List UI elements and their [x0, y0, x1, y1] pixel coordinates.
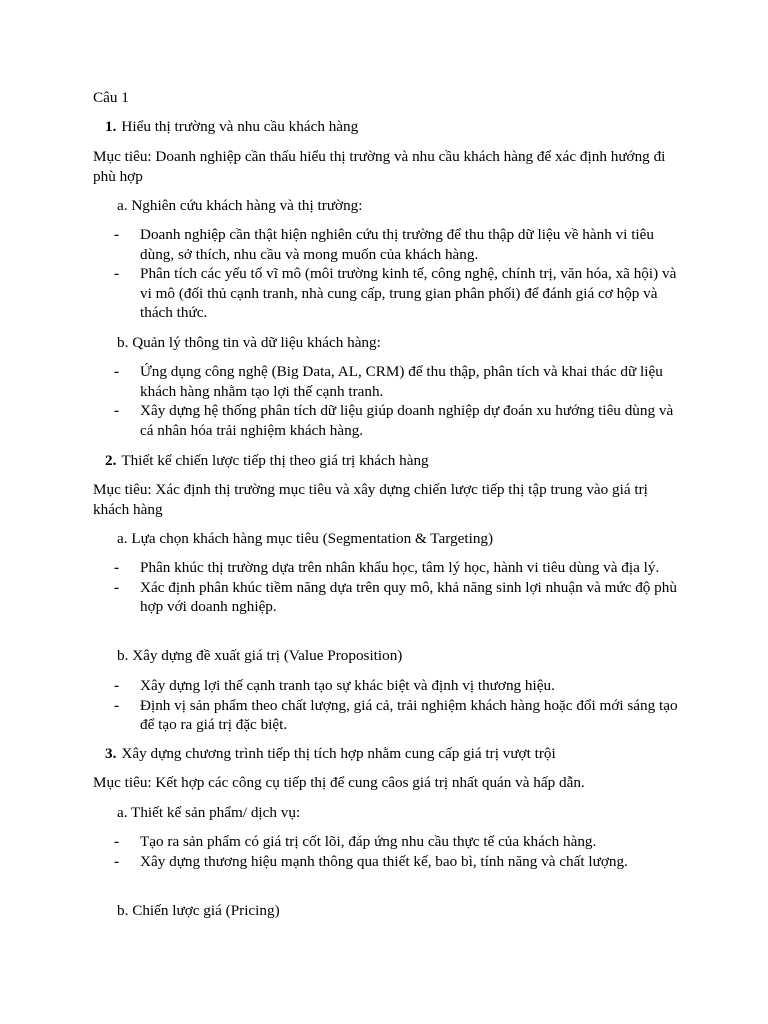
list-item — [93, 832, 683, 852]
section-1b-heading: b. Quản lý thông tin và dữ liệu khách hàng: — [117, 334, 381, 351]
section-3-heading — [105, 744, 556, 763]
list-item-text: Xác định phân khúc tiềm năng dựa trên quy mô, khả năng sinh lợi nhuận và mức độ phù hợp với doanh nghiệp. — [140, 578, 677, 615]
list-item-text: Xây dựng lợi thế cạnh tranh tạo sự khác biệt và định vị thương hiệu. — [140, 677, 555, 694]
section-3b-heading: b. Chiến lược giá (Pricing) — [117, 902, 280, 919]
section-1-title: Hiểu thị trường và nhu cầu khách hàng — [121, 118, 359, 135]
section-3a-heading: a. Thiết kế sản phẩm/ dịch vụ: — [117, 804, 301, 821]
section-2b-list — [93, 676, 683, 735]
list-item-text: Xây dựng hệ thống phân tích dữ liệu giúp doanh nghiệp dự đoán xu hướng tiêu dùng và cá nhân hóa trải nghiệm khách hàng. — [140, 402, 674, 439]
list-item-text: Xây dựng thương hiệu mạnh thông qua thiết kế, bao bì, tính năng và chất lượng. — [140, 852, 628, 870]
bullet-dash: - — [114, 559, 120, 576]
section-2a-heading: a. Lựa chọn khách hàng mục tiêu (Segmentation & Targeting) — [117, 530, 494, 547]
list-item — [93, 852, 683, 872]
list-item — [93, 264, 683, 323]
list-item-text: Doanh nghiệp cần thật hiện nghiên cứu thị trường để thu thập dữ liệu về hành vi tiêu dùng, sở thích, nhu cầu và mong muốn của khách hàng. — [140, 226, 654, 263]
list-item — [93, 696, 683, 735]
section-2-goal: Mục tiêu: Xác định thị trường mục tiêu và xây dựng chiến lược tiếp thị tập trung vào giá trị khách hàng — [93, 481, 648, 518]
list-item — [93, 558, 683, 578]
section-3a-list — [93, 832, 683, 871]
section-1-number: 1. — [105, 118, 117, 135]
section-1a-heading: a. Nghiên cứu khách hàng và thị trường: — [117, 197, 363, 214]
list-item-text: Tạo ra sản phẩm có giá trị cốt lõi, đáp ứng nhu cầu thực tế của khách hàng. — [140, 833, 597, 850]
section-1-heading — [105, 117, 358, 136]
list-item — [93, 676, 683, 696]
bullet-dash: - — [114, 578, 120, 596]
section-3-number: 3. — [105, 745, 117, 762]
section-3-goal: Mục tiêu: Kết hợp các công cụ tiếp thị để cung câos giá trị nhất quán và hấp dẫn. — [93, 774, 585, 791]
bullet-dash: - — [114, 363, 120, 380]
bullet-dash: - — [114, 677, 120, 694]
list-item-text: Định vị sản phẩm theo chất lượng, giá cả, trải nghiệm khách hàng hoặc đổi mới sáng tạo để tạo ra giá trị đặc biệt. — [140, 696, 678, 733]
section-1b-list — [93, 362, 683, 440]
bullet-dash: - — [114, 265, 120, 282]
page-title: Câu 1 — [93, 89, 129, 106]
section-2-title: Thiết kế chiến lược tiếp thị theo giá trị khách hàng — [121, 452, 429, 469]
section-2b-heading: b. Xây dựng đề xuất giá trị (Value Proposition) — [117, 647, 403, 664]
list-item-text: Phân khúc thị trường dựa trên nhân khẩu học, tâm lý học, hành vi tiêu dùng và địa lý. — [140, 559, 660, 576]
list-item — [93, 578, 683, 617]
section-1a-list — [93, 225, 683, 323]
section-2a-list — [93, 558, 683, 617]
section-3-title: Xây dựng chương trình tiếp thị tích hợp nhằm cung cấp giá trị vượt trội — [121, 745, 556, 762]
section-2-heading — [105, 451, 429, 470]
list-item-text: Phân tích các yếu tố vĩ mô (môi trường kinh tế, công nghệ, chính trị, văn hóa, xã hội) và vi mô (đối thủ cạnh tranh, nhà cung cấp, trung gian phân phối) để đánh giá cơ hộp và thách thức. — [140, 265, 677, 321]
list-item — [93, 362, 683, 401]
bullet-dash: - — [114, 226, 120, 243]
section-1-goal: Mục tiêu: Doanh nghiệp cần thấu hiểu thị trường và nhu cầu khách hàng để xác định hướng đi phù hợp — [93, 148, 666, 185]
section-2-number: 2. — [105, 452, 117, 469]
list-item — [93, 225, 683, 264]
list-item — [93, 401, 683, 440]
bullet-dash: - — [114, 402, 120, 419]
bullet-dash: - — [114, 852, 120, 870]
bullet-dash: - — [114, 833, 120, 850]
list-item-text: Ứng dụng công nghệ (Big Data, AL, CRM) để thu thập, phân tích và khai thác dữ liệu khách hàng nhằm tạo lợi thế cạnh tranh. — [140, 363, 663, 400]
bullet-dash: - — [114, 696, 120, 714]
